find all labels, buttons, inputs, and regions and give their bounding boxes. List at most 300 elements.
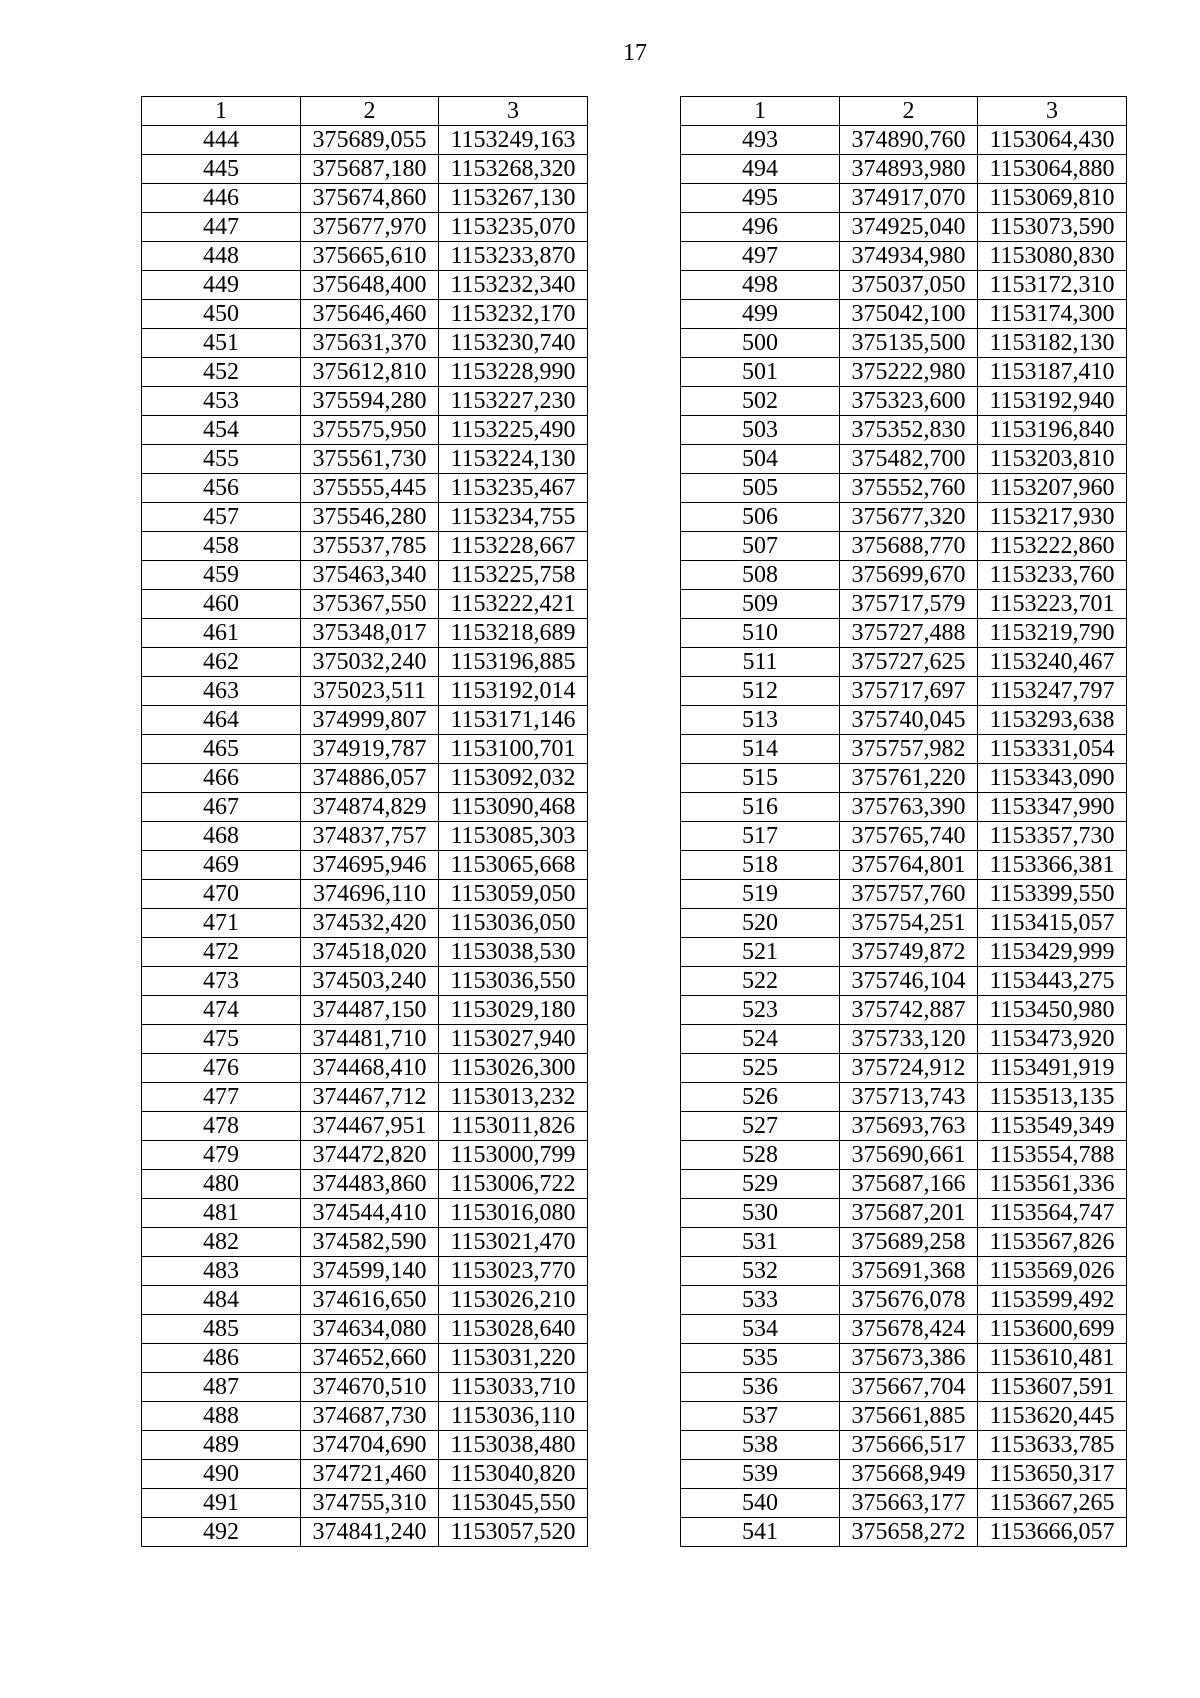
- x-coordinate-cell: 375661,885: [840, 1402, 978, 1431]
- column-header-row: [142, 97, 588, 126]
- table-row: [142, 938, 588, 967]
- table-row: [142, 1460, 588, 1489]
- table-row: [681, 445, 1127, 474]
- x-coordinate-cell: 374487,150: [301, 996, 439, 1025]
- y-coordinate-cell: 1153240,467: [978, 648, 1127, 677]
- point-number-cell: 500: [681, 329, 840, 358]
- point-number-cell: 528: [681, 1141, 840, 1170]
- point-number-cell: 494: [681, 155, 840, 184]
- point-number-cell: 493: [681, 126, 840, 155]
- point-number-cell: 523: [681, 996, 840, 1025]
- point-number-cell: 497: [681, 242, 840, 271]
- point-number-cell: 530: [681, 1199, 840, 1228]
- table-row: [681, 358, 1127, 387]
- table-row: [142, 126, 588, 155]
- point-number-cell: 475: [142, 1025, 301, 1054]
- table-row: [681, 271, 1127, 300]
- table-row: [142, 1257, 588, 1286]
- y-coordinate-cell: 1153222,860: [978, 532, 1127, 561]
- x-coordinate-cell: 375666,517: [840, 1431, 978, 1460]
- y-coordinate-cell: 1153021,470: [439, 1228, 588, 1257]
- y-coordinate-cell: 1153549,349: [978, 1112, 1127, 1141]
- point-number-cell: 471: [142, 909, 301, 938]
- x-coordinate-cell: 374721,460: [301, 1460, 439, 1489]
- y-coordinate-cell: 1153561,336: [978, 1170, 1127, 1199]
- y-coordinate-cell: 1153182,130: [978, 329, 1127, 358]
- y-coordinate-cell: 1153610,481: [978, 1344, 1127, 1373]
- table-row: [142, 1025, 588, 1054]
- table-row: [142, 1402, 588, 1431]
- table-row: [681, 1112, 1127, 1141]
- x-coordinate-cell: 375761,220: [840, 764, 978, 793]
- point-number-cell: 507: [681, 532, 840, 561]
- y-coordinate-cell: 1153293,638: [978, 706, 1127, 735]
- y-coordinate-cell: 1153620,445: [978, 1402, 1127, 1431]
- x-coordinate-cell: 374616,650: [301, 1286, 439, 1315]
- point-number-cell: 511: [681, 648, 840, 677]
- column-header: 1: [142, 97, 301, 126]
- y-coordinate-cell: 1153069,810: [978, 184, 1127, 213]
- x-coordinate-cell: 375689,055: [301, 126, 439, 155]
- point-number-cell: 482: [142, 1228, 301, 1257]
- y-coordinate-cell: 1153569,026: [978, 1257, 1127, 1286]
- point-number-cell: 486: [142, 1344, 301, 1373]
- y-coordinate-cell: 1153343,090: [978, 764, 1127, 793]
- table-row: [142, 996, 588, 1025]
- x-coordinate-cell: 375367,550: [301, 590, 439, 619]
- column-header: 3: [439, 97, 588, 126]
- point-number-cell: 499: [681, 300, 840, 329]
- x-coordinate-cell: 374483,860: [301, 1170, 439, 1199]
- x-coordinate-cell: 375757,982: [840, 735, 978, 764]
- point-number-cell: 481: [142, 1199, 301, 1228]
- y-coordinate-cell: 1153607,591: [978, 1373, 1127, 1402]
- y-coordinate-cell: 1153085,303: [439, 822, 588, 851]
- point-number-cell: 453: [142, 387, 301, 416]
- y-coordinate-cell: 1153232,170: [439, 300, 588, 329]
- point-number-cell: 459: [142, 561, 301, 590]
- table-row: [681, 764, 1127, 793]
- x-coordinate-cell: 374934,980: [840, 242, 978, 271]
- table-row: [681, 1199, 1127, 1228]
- table-row: [142, 822, 588, 851]
- y-coordinate-cell: 1153192,940: [978, 387, 1127, 416]
- y-coordinate-cell: 1153080,830: [978, 242, 1127, 271]
- x-coordinate-cell: 375688,770: [840, 532, 978, 561]
- x-coordinate-cell: 375135,500: [840, 329, 978, 358]
- point-number-cell: 455: [142, 445, 301, 474]
- table-row: [142, 155, 588, 184]
- x-coordinate-cell: 375575,950: [301, 416, 439, 445]
- x-coordinate-cell: 375687,166: [840, 1170, 978, 1199]
- x-coordinate-cell: 374481,710: [301, 1025, 439, 1054]
- x-coordinate-cell: 375648,400: [301, 271, 439, 300]
- y-coordinate-cell: 1153268,320: [439, 155, 588, 184]
- y-coordinate-cell: 1153029,180: [439, 996, 588, 1025]
- x-coordinate-cell: 374472,820: [301, 1141, 439, 1170]
- y-coordinate-cell: 1153399,550: [978, 880, 1127, 909]
- table-row: [681, 967, 1127, 996]
- y-coordinate-cell: 1153174,300: [978, 300, 1127, 329]
- table-row: [142, 1112, 588, 1141]
- x-coordinate-cell: 374467,951: [301, 1112, 439, 1141]
- point-number-cell: 526: [681, 1083, 840, 1112]
- point-number-cell: 501: [681, 358, 840, 387]
- x-coordinate-cell: 374503,240: [301, 967, 439, 996]
- point-number-cell: 446: [142, 184, 301, 213]
- y-coordinate-cell: 1153366,381: [978, 851, 1127, 880]
- point-number-cell: 521: [681, 938, 840, 967]
- x-coordinate-cell: 375037,050: [840, 271, 978, 300]
- table-row: [681, 677, 1127, 706]
- point-number-cell: 462: [142, 648, 301, 677]
- x-coordinate-cell: 375757,760: [840, 880, 978, 909]
- y-coordinate-cell: 1153027,940: [439, 1025, 588, 1054]
- point-number-cell: 515: [681, 764, 840, 793]
- point-number-cell: 503: [681, 416, 840, 445]
- coordinates-table-left: [141, 96, 588, 1547]
- point-number-cell: 467: [142, 793, 301, 822]
- point-number-cell: 508: [681, 561, 840, 590]
- point-number-cell: 466: [142, 764, 301, 793]
- y-coordinate-cell: 1153235,467: [439, 474, 588, 503]
- table-row: [681, 735, 1127, 764]
- coordinates-table-right: [680, 96, 1127, 1547]
- x-coordinate-cell: 375561,730: [301, 445, 439, 474]
- table-row: [681, 909, 1127, 938]
- point-number-cell: 524: [681, 1025, 840, 1054]
- point-number-cell: 464: [142, 706, 301, 735]
- column-header: 1: [681, 97, 840, 126]
- y-coordinate-cell: 1153513,135: [978, 1083, 1127, 1112]
- y-coordinate-cell: 1153196,840: [978, 416, 1127, 445]
- point-number-cell: 498: [681, 271, 840, 300]
- x-coordinate-cell: 375032,240: [301, 648, 439, 677]
- y-coordinate-cell: 1153040,820: [439, 1460, 588, 1489]
- x-coordinate-cell: 374919,787: [301, 735, 439, 764]
- x-coordinate-cell: 374841,240: [301, 1518, 439, 1547]
- point-number-cell: 492: [142, 1518, 301, 1547]
- y-coordinate-cell: 1153207,960: [978, 474, 1127, 503]
- x-coordinate-cell: 375717,697: [840, 677, 978, 706]
- y-coordinate-cell: 1153567,826: [978, 1228, 1127, 1257]
- table-row: [142, 387, 588, 416]
- y-coordinate-cell: 1153650,317: [978, 1460, 1127, 1489]
- y-coordinate-cell: 1153192,014: [439, 677, 588, 706]
- table-row: [681, 474, 1127, 503]
- table-row: [681, 1489, 1127, 1518]
- y-coordinate-cell: 1153633,785: [978, 1431, 1127, 1460]
- table-row: [142, 242, 588, 271]
- table-row: [142, 793, 588, 822]
- table-row: [681, 1083, 1127, 1112]
- point-number-cell: 513: [681, 706, 840, 735]
- y-coordinate-cell: 1153090,468: [439, 793, 588, 822]
- table-row: [681, 1228, 1127, 1257]
- table-row: [681, 1402, 1127, 1431]
- table-row: [681, 1170, 1127, 1199]
- y-coordinate-cell: 1153224,130: [439, 445, 588, 474]
- point-number-cell: 484: [142, 1286, 301, 1315]
- y-coordinate-cell: 1153249,163: [439, 126, 588, 155]
- y-coordinate-cell: 1153187,410: [978, 358, 1127, 387]
- x-coordinate-cell: 375727,488: [840, 619, 978, 648]
- point-number-cell: 483: [142, 1257, 301, 1286]
- y-coordinate-cell: 1153667,265: [978, 1489, 1127, 1518]
- x-coordinate-cell: 375673,386: [840, 1344, 978, 1373]
- y-coordinate-cell: 1153666,057: [978, 1518, 1127, 1547]
- table-row: [142, 561, 588, 590]
- point-number-cell: 514: [681, 735, 840, 764]
- y-coordinate-cell: 1153057,520: [439, 1518, 588, 1547]
- point-number-cell: 531: [681, 1228, 840, 1257]
- table-row: [142, 1373, 588, 1402]
- x-coordinate-cell: 374704,690: [301, 1431, 439, 1460]
- x-coordinate-cell: 375663,177: [840, 1489, 978, 1518]
- table-row: [681, 1344, 1127, 1373]
- table-row: [142, 329, 588, 358]
- point-number-cell: 480: [142, 1170, 301, 1199]
- table-row: [142, 271, 588, 300]
- point-number-cell: 460: [142, 590, 301, 619]
- y-coordinate-cell: 1153036,110: [439, 1402, 588, 1431]
- point-number-cell: 535: [681, 1344, 840, 1373]
- x-coordinate-cell: 375323,600: [840, 387, 978, 416]
- table-row: [681, 590, 1127, 619]
- point-number-cell: 476: [142, 1054, 301, 1083]
- point-number-cell: 468: [142, 822, 301, 851]
- x-coordinate-cell: 374837,757: [301, 822, 439, 851]
- x-coordinate-cell: 375537,785: [301, 532, 439, 561]
- point-number-cell: 518: [681, 851, 840, 880]
- x-coordinate-cell: 375699,670: [840, 561, 978, 590]
- point-number-cell: 450: [142, 300, 301, 329]
- y-coordinate-cell: 1153217,930: [978, 503, 1127, 532]
- point-number-cell: 539: [681, 1460, 840, 1489]
- x-coordinate-cell: 375746,104: [840, 967, 978, 996]
- table-row: [681, 532, 1127, 561]
- table-row: [142, 416, 588, 445]
- point-number-cell: 536: [681, 1373, 840, 1402]
- y-coordinate-cell: 1153450,980: [978, 996, 1127, 1025]
- x-coordinate-cell: 374917,070: [840, 184, 978, 213]
- page-number: 17: [623, 40, 647, 66]
- table-row: [142, 1228, 588, 1257]
- table-row: [142, 1083, 588, 1112]
- point-number-cell: 470: [142, 880, 301, 909]
- x-coordinate-cell: 375687,180: [301, 155, 439, 184]
- y-coordinate-cell: 1153429,999: [978, 938, 1127, 967]
- table-row: [142, 677, 588, 706]
- y-coordinate-cell: 1153233,870: [439, 242, 588, 271]
- y-coordinate-cell: 1153564,747: [978, 1199, 1127, 1228]
- table-row: [142, 213, 588, 242]
- y-coordinate-cell: 1153227,230: [439, 387, 588, 416]
- point-number-cell: 479: [142, 1141, 301, 1170]
- point-number-cell: 534: [681, 1315, 840, 1344]
- y-coordinate-cell: 1153443,275: [978, 967, 1127, 996]
- point-number-cell: 538: [681, 1431, 840, 1460]
- table-row: [142, 503, 588, 532]
- point-number-cell: 522: [681, 967, 840, 996]
- point-number-cell: 506: [681, 503, 840, 532]
- point-number-cell: 509: [681, 590, 840, 619]
- x-coordinate-cell: 374890,760: [840, 126, 978, 155]
- table-row: [142, 851, 588, 880]
- y-coordinate-cell: 1153038,530: [439, 938, 588, 967]
- y-coordinate-cell: 1153026,300: [439, 1054, 588, 1083]
- y-coordinate-cell: 1153033,710: [439, 1373, 588, 1402]
- table-row: [681, 1315, 1127, 1344]
- x-coordinate-cell: 375754,251: [840, 909, 978, 938]
- x-coordinate-cell: 375482,700: [840, 445, 978, 474]
- point-number-cell: 491: [142, 1489, 301, 1518]
- y-coordinate-cell: 1153006,722: [439, 1170, 588, 1199]
- y-coordinate-cell: 1153233,760: [978, 561, 1127, 590]
- point-number-cell: 505: [681, 474, 840, 503]
- x-coordinate-cell: 375352,830: [840, 416, 978, 445]
- point-number-cell: 485: [142, 1315, 301, 1344]
- x-coordinate-cell: 374695,946: [301, 851, 439, 880]
- table-row: [681, 1286, 1127, 1315]
- x-coordinate-cell: 374652,660: [301, 1344, 439, 1373]
- y-coordinate-cell: 1153347,990: [978, 793, 1127, 822]
- x-coordinate-cell: 375724,912: [840, 1054, 978, 1083]
- x-coordinate-cell: 375717,579: [840, 590, 978, 619]
- table-row: [681, 561, 1127, 590]
- x-coordinate-cell: 374670,510: [301, 1373, 439, 1402]
- x-coordinate-cell: 375667,704: [840, 1373, 978, 1402]
- table-row: [142, 1170, 588, 1199]
- point-number-cell: 456: [142, 474, 301, 503]
- point-number-cell: 520: [681, 909, 840, 938]
- point-number-cell: 463: [142, 677, 301, 706]
- x-coordinate-cell: 374893,980: [840, 155, 978, 184]
- x-coordinate-cell: 374468,410: [301, 1054, 439, 1083]
- y-coordinate-cell: 1153235,070: [439, 213, 588, 242]
- point-number-cell: 489: [142, 1431, 301, 1460]
- x-coordinate-cell: 375674,860: [301, 184, 439, 213]
- y-coordinate-cell: 1153203,810: [978, 445, 1127, 474]
- point-number-cell: 504: [681, 445, 840, 474]
- y-coordinate-cell: 1153225,490: [439, 416, 588, 445]
- x-coordinate-cell: 375222,980: [840, 358, 978, 387]
- y-coordinate-cell: 1153036,550: [439, 967, 588, 996]
- x-coordinate-cell: 374599,140: [301, 1257, 439, 1286]
- y-coordinate-cell: 1153000,799: [439, 1141, 588, 1170]
- point-number-cell: 525: [681, 1054, 840, 1083]
- table-row: [681, 1141, 1127, 1170]
- table-row: [142, 1199, 588, 1228]
- point-number-cell: 529: [681, 1170, 840, 1199]
- y-coordinate-cell: 1153092,032: [439, 764, 588, 793]
- table-row: [681, 996, 1127, 1025]
- x-coordinate-cell: 375546,280: [301, 503, 439, 532]
- table-row: [681, 851, 1127, 880]
- table-row: [142, 1286, 588, 1315]
- table-row: [681, 1025, 1127, 1054]
- y-coordinate-cell: 1153357,730: [978, 822, 1127, 851]
- y-coordinate-cell: 1153023,770: [439, 1257, 588, 1286]
- point-number-cell: 516: [681, 793, 840, 822]
- y-coordinate-cell: 1153036,050: [439, 909, 588, 938]
- x-coordinate-cell: 375631,370: [301, 329, 439, 358]
- point-number-cell: 490: [142, 1460, 301, 1489]
- point-number-cell: 472: [142, 938, 301, 967]
- y-coordinate-cell: 1153247,797: [978, 677, 1127, 706]
- y-coordinate-cell: 1153026,210: [439, 1286, 588, 1315]
- table-row: [142, 1344, 588, 1373]
- x-coordinate-cell: 374999,807: [301, 706, 439, 735]
- y-coordinate-cell: 1153045,550: [439, 1489, 588, 1518]
- y-coordinate-cell: 1153554,788: [978, 1141, 1127, 1170]
- x-coordinate-cell: 375742,887: [840, 996, 978, 1025]
- point-number-cell: 510: [681, 619, 840, 648]
- point-number-cell: 495: [681, 184, 840, 213]
- x-coordinate-cell: 374886,057: [301, 764, 439, 793]
- table-row: [681, 503, 1127, 532]
- y-coordinate-cell: 1153065,668: [439, 851, 588, 880]
- point-number-cell: 512: [681, 677, 840, 706]
- y-coordinate-cell: 1153218,689: [439, 619, 588, 648]
- x-coordinate-cell: 374467,712: [301, 1083, 439, 1112]
- x-coordinate-cell: 375552,760: [840, 474, 978, 503]
- y-coordinate-cell: 1153196,885: [439, 648, 588, 677]
- point-number-cell: 457: [142, 503, 301, 532]
- y-coordinate-cell: 1153267,130: [439, 184, 588, 213]
- table-row: [681, 1431, 1127, 1460]
- x-coordinate-cell: 375676,078: [840, 1286, 978, 1315]
- table-row: [681, 213, 1127, 242]
- x-coordinate-cell: 375042,100: [840, 300, 978, 329]
- point-number-cell: 540: [681, 1489, 840, 1518]
- table-row: [681, 1373, 1127, 1402]
- x-coordinate-cell: 375658,272: [840, 1518, 978, 1547]
- x-coordinate-cell: 375763,390: [840, 793, 978, 822]
- table-row: [142, 735, 588, 764]
- table-row: [142, 1054, 588, 1083]
- point-number-cell: 488: [142, 1402, 301, 1431]
- y-coordinate-cell: 1153016,080: [439, 1199, 588, 1228]
- table-row: [681, 300, 1127, 329]
- point-number-cell: 447: [142, 213, 301, 242]
- point-number-cell: 477: [142, 1083, 301, 1112]
- point-number-cell: 444: [142, 126, 301, 155]
- x-coordinate-cell: 375693,763: [840, 1112, 978, 1141]
- point-number-cell: 461: [142, 619, 301, 648]
- x-coordinate-cell: 375594,280: [301, 387, 439, 416]
- x-coordinate-cell: 375678,424: [840, 1315, 978, 1344]
- x-coordinate-cell: 375689,258: [840, 1228, 978, 1257]
- table-row: [681, 1054, 1127, 1083]
- x-coordinate-cell: 375765,740: [840, 822, 978, 851]
- point-number-cell: 451: [142, 329, 301, 358]
- point-number-cell: 496: [681, 213, 840, 242]
- y-coordinate-cell: 1153028,640: [439, 1315, 588, 1344]
- y-coordinate-cell: 1153331,054: [978, 735, 1127, 764]
- table-row: [142, 590, 588, 619]
- y-coordinate-cell: 1153415,057: [978, 909, 1127, 938]
- point-number-cell: 519: [681, 880, 840, 909]
- point-number-cell: 478: [142, 1112, 301, 1141]
- x-coordinate-cell: 375727,625: [840, 648, 978, 677]
- table-row: [681, 648, 1127, 677]
- table-row: [142, 445, 588, 474]
- x-coordinate-cell: 375740,045: [840, 706, 978, 735]
- table-row: [681, 1518, 1127, 1547]
- x-coordinate-cell: 374532,420: [301, 909, 439, 938]
- point-number-cell: 454: [142, 416, 301, 445]
